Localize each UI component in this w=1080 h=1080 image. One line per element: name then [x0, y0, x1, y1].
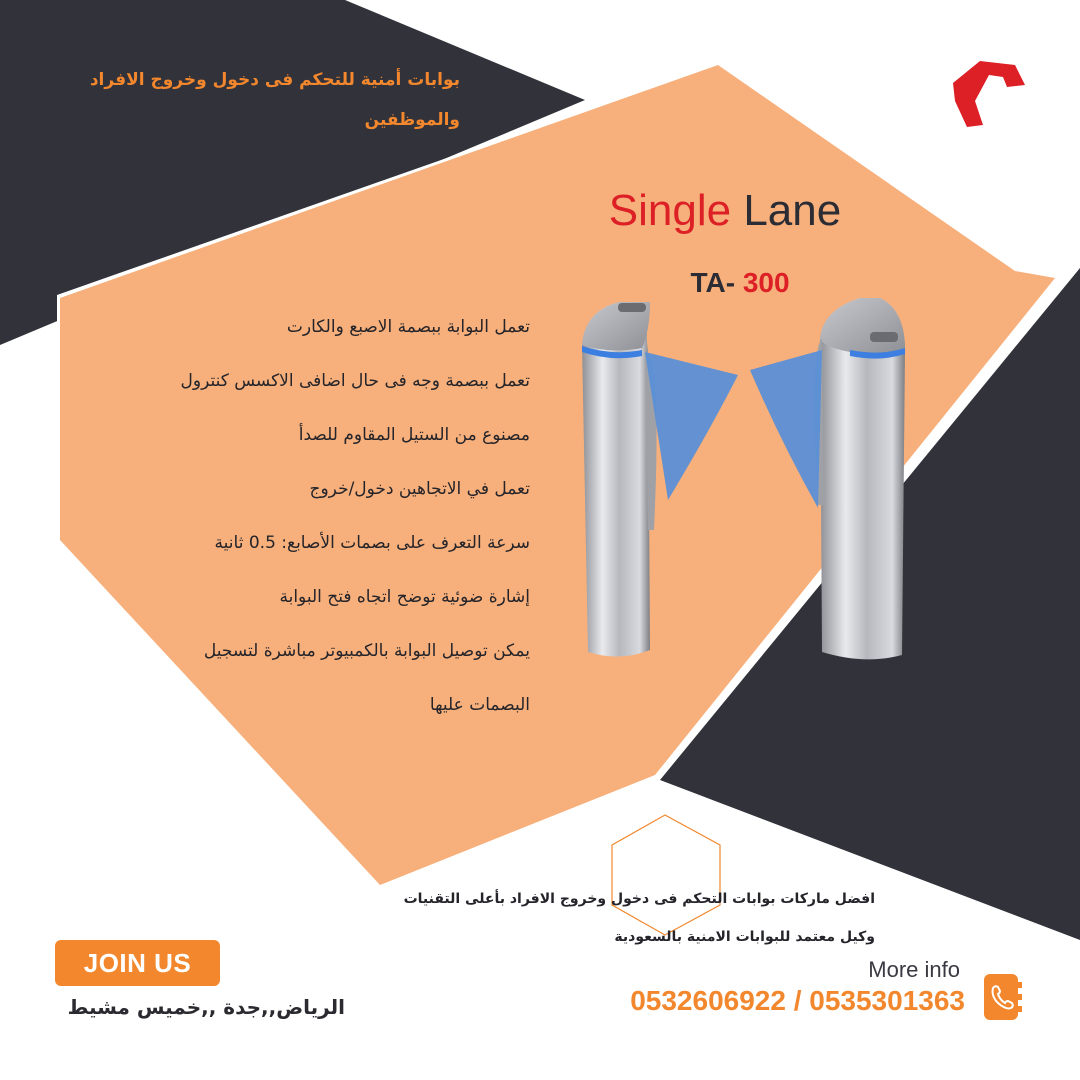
feature-list: [95, 300, 530, 732]
join-us-button[interactable]: JOIN US: [55, 940, 220, 986]
model-prefix: TA-: [690, 267, 736, 298]
feature-item: البصمات عليها: [429, 695, 530, 715]
cities-text: الرياض,,جدة ,,خميس مشيط: [67, 995, 345, 1019]
feature-item: يمكن توصيل البوابة بالكمبيوتر مباشرة لتسجيل: [203, 641, 530, 661]
feature-item: تعمل البوابة ببصمة الاصبع والكارت: [286, 317, 530, 337]
product-title: [560, 186, 890, 236]
phone-numbers[interactable]: 0532606922 / 0535301363: [630, 985, 965, 1016]
right-gate-cabinet: [750, 298, 905, 659]
feature-item: تعمل في الاتجاهين دخول/خروج: [309, 479, 530, 499]
left-gate-cabinet: [582, 302, 738, 657]
model-number: 300: [742, 267, 790, 298]
header-title: بوابات أمنية للتحكم فى دخول وخروج الافراد والموظفين: [89, 70, 460, 130]
tagline-line-2: وكيل معتمد للبوابات الامنية بالسعودية: [614, 929, 875, 945]
feature-item: إشارة ضوئية توضح اتجاه فتح البوابة: [279, 587, 530, 607]
more-info-label: More info: [868, 957, 960, 982]
tagline-line-1: افضل ماركات بوابات التحكم فى دخول وخروج الافراد بأعلى التقنيات: [403, 891, 875, 907]
turnstile-gates-image: [560, 290, 940, 670]
product-title-word-lane: Lane: [743, 186, 842, 235]
feature-item: سرعة التعرف على بصمات الأصابع: 0.5 ثانية: [214, 533, 530, 553]
feature-item: تعمل ببصمة وجه فى حال اضافى الاكسس كنترول: [180, 371, 530, 391]
phone-icon: [982, 972, 1024, 1022]
brand-logo-icon: [945, 55, 1030, 130]
bottom-tagline: [360, 880, 875, 956]
feature-item: مصنوع من الستيل المقاوم للصدأ: [298, 425, 530, 445]
product-title-word-single: Single: [608, 186, 732, 235]
